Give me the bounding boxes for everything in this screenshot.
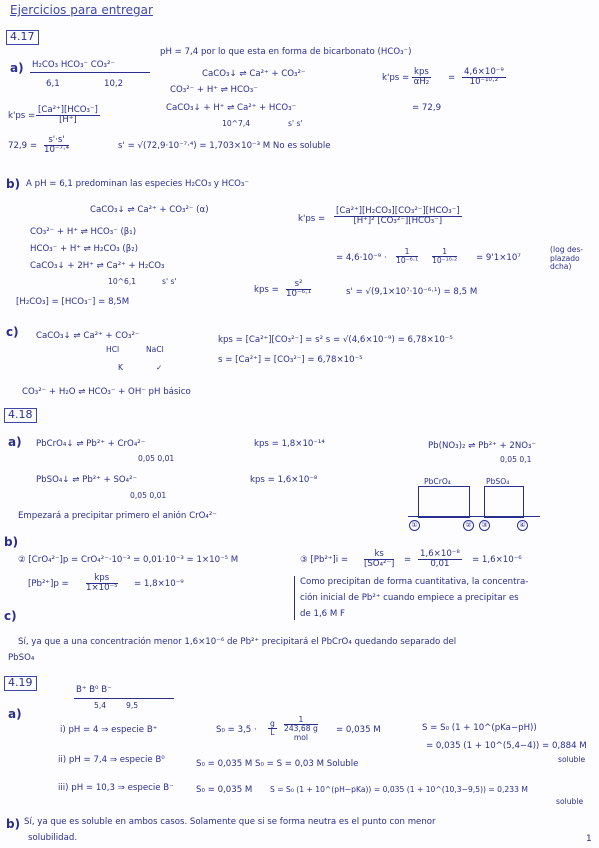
c-text-2: PbSO₄ xyxy=(8,653,35,663)
c-s: s = [Ca²⁺] = [CO₃²⁻] = 6,78×10⁻⁵ xyxy=(218,355,363,365)
pbcro4-equilibrium: PbCrO₄↓ ⇌ Pb²⁺ + CrO₄²⁻ xyxy=(36,439,146,449)
b-kps-line2-result: = 9'1×10⁷ xyxy=(476,253,521,263)
b-pb-lhs: [Pb²⁺]p = xyxy=(28,579,69,589)
c-hydrolysis: CO₃²⁻ + H₂O ⇌ HCO₃⁻ + OH⁻ pH básico xyxy=(22,387,191,397)
b-equilibrium-3: HCO₃⁻ + H⁺ ⇌ H₂CO₃ (β₂) xyxy=(30,244,139,254)
equals-sign: = xyxy=(448,73,456,83)
c-check: ✓ xyxy=(156,363,163,372)
pbno3-equilibrium: Pb(NO₃)₂ ⇌ Pb²⁺ + 2NO₃⁻ xyxy=(428,441,537,451)
b-comment-2: ción inicial de Pb²⁺ cuando empiece a precipitar es xyxy=(300,593,519,603)
eq-729-fraction: $\frac{s'\cdot s'}{\text{10⁻⁷·⁴}}$ xyxy=(44,135,70,156)
exercise-number-419: 4.19 xyxy=(4,676,37,691)
diagram-label-pbso4: PbSO₄ xyxy=(486,477,510,486)
b-pb-initial-frac1: $\frac{ks}{\text{[SO₄²⁻]}}$ xyxy=(364,549,395,570)
iii-calc-a: S₀ = 0,035 M xyxy=(196,785,253,795)
i-calc-b: = 0,035 M xyxy=(336,725,381,735)
c-kps: kps = [Ca²⁺][CO₃²⁻] = s² s = √(4,6×10⁻⁹) = 6,78×10⁻⁵ xyxy=(218,335,453,345)
equilibrium-3-k: 10^7,4 xyxy=(222,119,251,128)
eq-729-lhs: 72,9 = xyxy=(8,141,38,151)
equilibrium-2: CO₃²⁻ + H⁺ ⇌ HCO₃⁻ xyxy=(170,85,258,95)
pbcro4-kps: kps = 1,8×10⁻¹⁴ xyxy=(254,439,325,449)
part-label-b-419: b) xyxy=(6,817,21,831)
pbso4-equilibrium: PbSO₄↓ ⇌ Pb²⁺ + SO₄²⁻ xyxy=(36,475,138,485)
b-concentration: [H₂CO₃] = [HCO₃⁻] = 8,5M xyxy=(16,297,130,307)
ii-text: ii) pH = 7,4 ⇒ especie B⁰ xyxy=(58,755,165,765)
part-label-b: b) xyxy=(6,177,21,191)
b-kps-line2-a: = 4,6·10⁻⁹ · xyxy=(336,253,387,263)
b-pb-result: = 1,8×10⁻⁹ xyxy=(134,579,184,589)
diagram-box-pbcro4 xyxy=(418,486,470,518)
i-frac2: 1 243,68 g mol xyxy=(284,715,318,742)
pbcro4-conc: 0,05 0,01 xyxy=(138,454,175,463)
comment-bracket xyxy=(294,576,295,620)
i-calc-a: S₀ = 3,5 · xyxy=(216,725,257,735)
diagram-box-pbso4 xyxy=(484,486,524,518)
pk1-419: 5,4 xyxy=(94,701,107,710)
b-equilibrium-4: CaCO₃↓ + 2H⁺ ⇌ Ca²⁺ + H₂CO₃ xyxy=(30,261,165,271)
b-pb-initial-result: = 1,6×10⁻⁶ xyxy=(472,555,522,565)
species-axis-419 xyxy=(74,698,174,699)
species-419: B⁺ B⁰ B⁻ xyxy=(76,685,112,695)
part-label-a: a) xyxy=(10,61,24,75)
c-k: K xyxy=(118,363,123,372)
s-result-a: s' = √(72,9·10⁻⁷·⁴) = 1,703×10⁻³ M No es soluble xyxy=(118,141,331,151)
b-kps-fraction: [Ca²⁺][H₂CO₃][CO₃²⁻][HCO₃⁻] [H⁺]² [CO₃²⁻][HCO₃⁻] xyxy=(336,206,460,227)
kps-fraction-1: kps αH₂ xyxy=(413,67,430,88)
b-comment-3: de 1,6 M F xyxy=(300,609,345,619)
c-equilibrium-1: CaCO₃↓ ⇌ Ca²⁺ + CO₃²⁻ xyxy=(36,331,140,341)
i-frac1: $\frac{g}{L}$ xyxy=(270,719,275,738)
part-label-b-418: b) xyxy=(4,535,19,549)
pka2: 10,2 xyxy=(104,79,124,89)
diagram-point-1: ① xyxy=(409,520,420,531)
ph-note-b: A pH = 6,1 predominan las especies H₂CO₃ y HCO₃⁻ xyxy=(26,179,249,189)
diagram-label-pbcro4: PbCrO₄ xyxy=(424,477,451,486)
i-calc-d: = 0,035 (1 + 10^(5,4−4)) = 0,884 M xyxy=(426,741,587,751)
i-calc-c: S = S₀ (1 + 10^(pKa−pH)) xyxy=(422,723,537,733)
part-label-c-418: c) xyxy=(4,609,17,623)
diagram-point-3: ③ xyxy=(479,520,490,531)
b-pb-initial-frac2: $\frac{\text{1,6×10⁻⁸}}{0,01}$ xyxy=(420,549,460,570)
b-s-result: s' = √(9,1×10⁷·10⁻⁶·¹) = 8,5 M xyxy=(346,287,478,297)
equals-sign-b: = xyxy=(404,555,412,565)
page-number: 1 xyxy=(586,834,592,844)
b-kps3-fraction: $\frac{\text{s²}}{\text{10⁻⁶·¹}}$ xyxy=(286,279,312,300)
c-hcl: HCl xyxy=(106,345,120,354)
pbso4-kps: kps = 1,6×10⁻⁸ xyxy=(250,475,318,485)
species-line: H₂CO₃ HCO₃⁻ CO₃²⁻ xyxy=(32,60,115,70)
kps2-lhs: k'ps = xyxy=(8,111,36,121)
diagram-point-4: ④ xyxy=(517,520,528,531)
a-conclusion: Empezará a precipitar primero el anión CrO₄²⁻ xyxy=(18,511,217,521)
b-pb-initial-lhs: ③ [Pb²⁺]i = xyxy=(300,555,349,565)
diagram-point-2: ② xyxy=(463,520,474,531)
ii-calc: S₀ = 0,035 M S₀ = S = 0,03 M Soluble xyxy=(196,759,359,769)
b-kps-note: (log des- plazado dcha) xyxy=(550,245,584,272)
b-cro4-line: ② [CrO₄²⁻]p = CrO₄²⁻·10⁻³ = 0,01·10⁻³ = 1×10⁻⁵ M xyxy=(18,555,239,565)
kps2-fraction: [Ca²⁺][HCO₃⁻] [H⁺] xyxy=(38,105,98,126)
part-label-a-419: a) xyxy=(8,707,22,721)
b-equilibrium-4-s: s' s' xyxy=(162,277,177,286)
i-calc-e: soluble xyxy=(558,755,586,764)
equilibrium-1: CaCO₃↓ ⇌ Ca²⁺ + CO₃²⁻ xyxy=(202,69,306,79)
kps-lhs: k'ps = xyxy=(382,73,410,83)
kps-fraction-2: $\frac{\text{4,6×10⁻⁹}}{\text{10⁻¹⁰·²}}$ xyxy=(464,67,504,88)
kps-value: = 72,9 xyxy=(412,103,442,113)
b-equilibrium-2: CO₃²⁻ + H⁺ ⇌ HCO₃⁻ (β₁) xyxy=(30,227,137,237)
b-pb-fraction: kps 1×10⁻⁵ xyxy=(86,573,118,594)
pbso4-conc: 0,05 0,01 xyxy=(130,491,167,500)
b-equilibrium-1: CaCO₃↓ ⇌ Ca²⁺ + CO₃²⁻ (α) xyxy=(90,205,209,215)
part-label-a-418: a) xyxy=(8,435,22,449)
pk2-419: 9,5 xyxy=(126,701,139,710)
b-kps-line2-frac1: $\frac{1}{\text{10⁻⁶·¹}}$ xyxy=(396,247,419,266)
b-text-2: solubilidad. xyxy=(28,833,78,843)
equilibrium-3-s: s' s' xyxy=(288,119,303,128)
pka1: 6,1 xyxy=(46,79,60,89)
b-kps-lhs: k'ps = xyxy=(298,214,326,224)
part-label-c: c) xyxy=(6,325,19,339)
iii-calc-c: soluble xyxy=(556,797,584,806)
pbno3-conc: 0,05 0,1 xyxy=(500,455,532,464)
b-comment-1: Como precipitan de forma cuantitativa, la concentra- xyxy=(300,577,529,587)
b-kps3-lhs: kps = xyxy=(254,285,279,295)
iii-text: iii) pH = 10,3 ⇒ especie B⁻ xyxy=(58,783,174,793)
iii-calc-b: S = S₀ (1 + 10^(pH−pKa)) = 0,035 (1 + 10^(10,3−9,5)) = 0,233 M xyxy=(270,785,528,794)
page-title: Ejercicios para entregar xyxy=(10,3,153,17)
exercise-number-418: 4.18 xyxy=(4,408,37,423)
b-kps-line2-frac2: $\frac{1}{\text{10⁻¹⁰·²}}$ xyxy=(432,247,458,266)
b-text-1: Sí, ya que es soluble en ambos casos. Solamente que si se forma neutra es el punto con menor xyxy=(24,817,436,827)
c-nacl: NaCl xyxy=(146,345,164,354)
exercise-number-417: 4.17 xyxy=(6,30,39,45)
ph-note: pH = 7,4 por lo que esta en forma de bicarbonato (HCO₃⁻) xyxy=(160,47,412,57)
species-axis xyxy=(30,72,150,73)
equilibrium-3: CaCO₃↓ + H⁺ ⇌ Ca²⁺ + HCO₃⁻ xyxy=(166,103,297,113)
i-text: i) pH = 4 ⇒ especie B⁺ xyxy=(60,725,158,735)
c-text-1: Sí, ya que a una concentración menor 1,6×10⁻⁶ de Pb²⁺ precipitará el PbCrO₄ quedando separado del xyxy=(18,637,457,647)
b-equilibrium-4-k: 10^6,1 xyxy=(108,277,137,286)
